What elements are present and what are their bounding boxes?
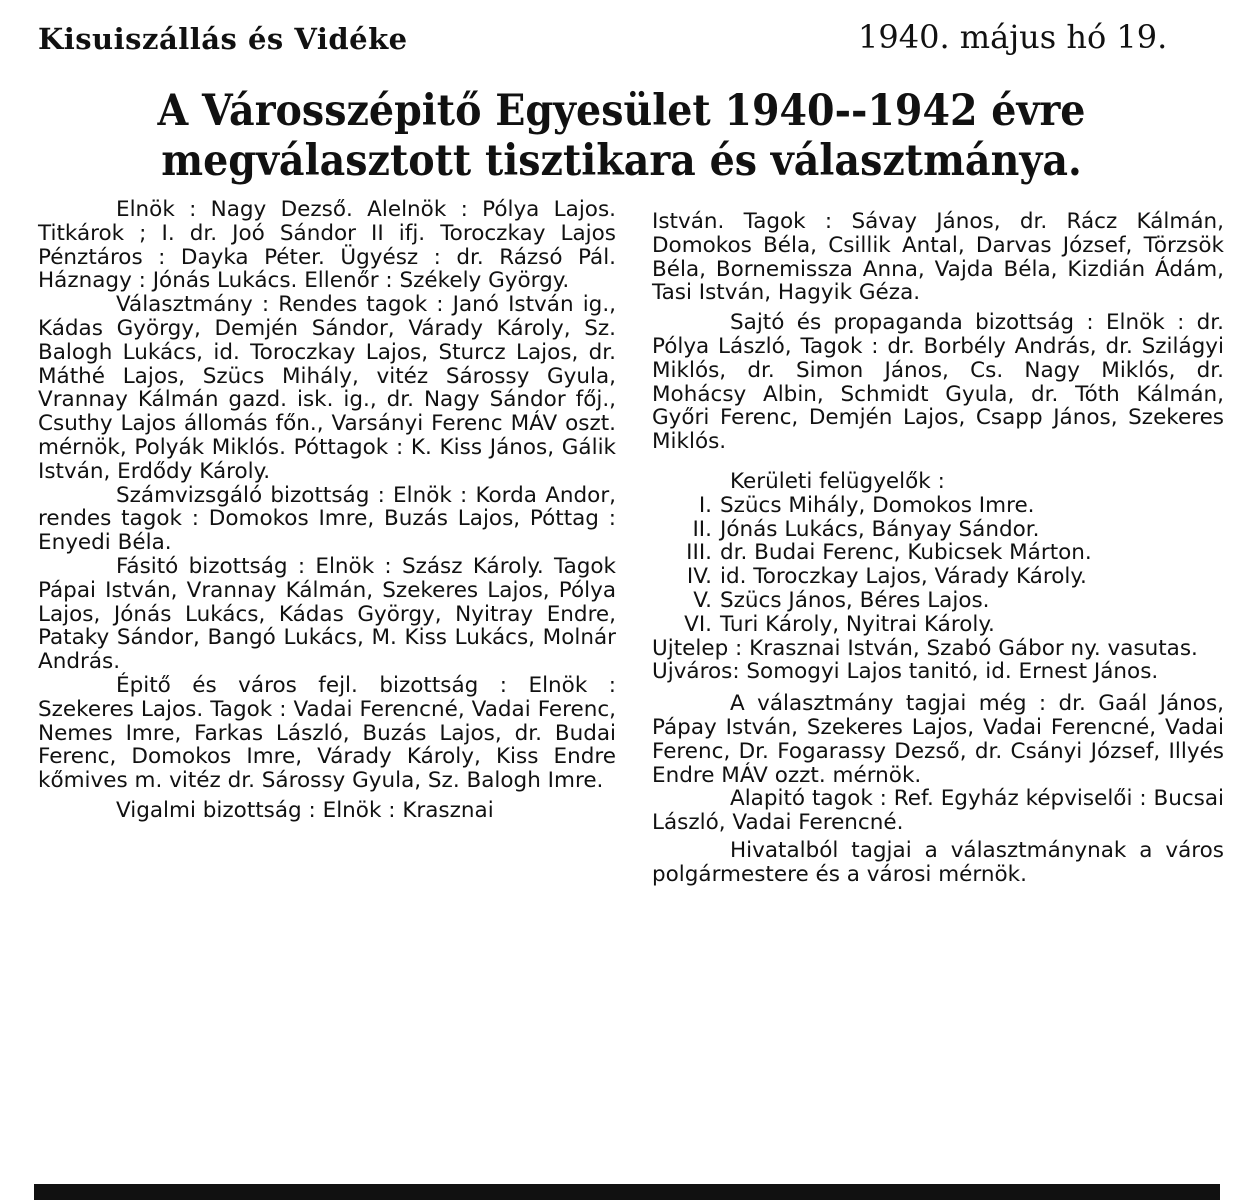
extra-members-paragraph: A választmány tagjai még : dr. Gaál János, Pápay István, Szekeres Lajos, Vadai Ferencné, Vadai Ferenc, Dr. Fogarassy Dezső, dr. Csányi József, Illyés Endre MÁV ozzt. mérnök. [652,691,1224,788]
bottom-rule-right [507,1184,1220,1200]
entertainment-continued-paragraph: István. Tagok : Sávay János, dr. Rácz Kálmán, Domokos Béla, Csillik Antal, Darvas József, Törzsök Béla, Bornemissza Anna, Vajda Béla, Kizdián Ádám, Tasi István, Hagyik Géza. [652,209,1224,306]
entertainment-committee-paragraph: Vigalmi bizottság : Elnök : Krasznai [116,797,494,823]
district-number: III. [686,540,712,566]
district-number: V. [693,587,712,613]
district-names: Jónás Lukács, Bányay Sándor. [720,516,1040,542]
headline-line-1: A Városszépitő Egyesület 1940--1942 évre [157,86,1086,136]
district-number: II. [692,516,712,542]
building-committee-paragraph: Épitő és város fejl. bizottság : Elnök : Szekeres Lajos. Tagok : Vadai Ferencné, Vadai Ferenc, Nemes Imre, Farkas László, Buzás Lajos, dr. Budai Ferenc, Domokos Imre, Várady Károly, Kiss Endre kőmives m. vitéz dr. Sárossy Gyula, Sz. Balogh Imre. [38,672,616,794]
right-column [652,210,1224,887]
district-number: I. [698,492,712,518]
district-item [652,518,1224,542]
district-list [652,494,1224,637]
district-item [652,613,1224,637]
district-names: Turi Károly, Nyitrai Károly. [720,611,995,637]
audit-committee-paragraph: Számvizsgáló bizottság : Elnök : Korda Andor, rendes tagok : Domokos Imre, Buzás Lajos, Póttag : Enyedi Béla. [38,482,616,556]
district-names: id. Toroczkay Lajos, Várady Károly. [720,564,1087,590]
founding-members-paragraph: Alapitó tagok : Ref. Egyház képviselői : Bucsai László, Vadai Ferencné. [652,786,1224,836]
issue-date: 1940. május hó 19. [858,18,1168,56]
district-item [652,589,1224,613]
ex-officio-paragraph: Hivatalból tagjai a választmánynak a város polgármestere és a városi mérnök. [652,837,1224,887]
ujtelep-paragraph: Ujtelep : Krasznai István, Szabó Gábor ny. vasutas. [652,635,1198,661]
district-number: VI. [684,611,712,637]
board-paragraph: Választmány : Rendes tagok : Janó István ig., Kádas György, Demjén Sándor, Várady Károly, Sz. Balogh Lukács, id. Toroczkay Lajos, Sturcz Lajos, dr. Máthé Lajos, Szücs Mihály, vitéz Sárossy Gyula, Vrannay Kálmán gazd. isk. ig., dr. Nagy Sándor főj., Csuthy Lajos állomás főn., Varsányi Ferenc MÁV oszt. mérnök, Polyák Miklós. Póttagok : K. Kiss János, Gálik István, Erdődy Károly. [38,292,616,484]
ujvaros-paragraph: Ujváros: Somogyi Lajos tanitó, id. Ernest János. [652,659,1159,685]
district-item [652,541,1224,565]
left-column [38,198,616,823]
district-item [652,494,1224,518]
district-names: Szücs Mihály, Domokos Imre. [720,492,1035,518]
press-committee-paragraph: Sajtó és propaganda bizottság : Elnök : dr. Pólya László, Tagok : dr. Borbély András, dr. Szilágyi Miklós, dr. Simon János, Cs. Nagy Miklós, dr. Mohácsy Albin, Schmidt Gyula, dr. Tóth Kálmán, Győri Ferenc, Demjén Lajos, Csapp János, Szekeres Miklós. [652,310,1224,455]
district-names: Szücs János, Béres Lajos. [720,587,990,613]
officers-paragraph: Elnök : Nagy Dezső. Alelnök : Pólya Lajos. Titkárok ; I. dr. Joó Sándor II ifj. Toroczkay Lajos Pénztáros : Dayka Péter. Ügyész : dr. Rázsó Pál. Háznagy : Jónás Lukács. Ellenőr : Székely György. [38,197,616,294]
district-names: dr. Budai Ferenc, Kubicsek Márton. [720,540,1092,566]
forestation-committee-paragraph: Fásitó bizottság : Elnök : Szász Károly. Tagok Pápai István, Vrannay Kálmán, Szekeres Lajos, Pólya Lajos, Jónás Lukács, Kádas György, Nyitray Endre, Pataky Sándor, Bangó Lukács, M. Kiss Lukács, Molnár András. [38,553,616,675]
district-item [652,565,1224,589]
newspaper-name: Kisuiszállás és Vidéke [38,22,408,56]
district-heading: Kerületi felügyelők : [730,468,945,494]
headline-line-2: megválasztott tisztikara és választmánya. [161,136,1082,186]
article-headline [50,86,1194,186]
district-number: IV. [686,564,712,590]
